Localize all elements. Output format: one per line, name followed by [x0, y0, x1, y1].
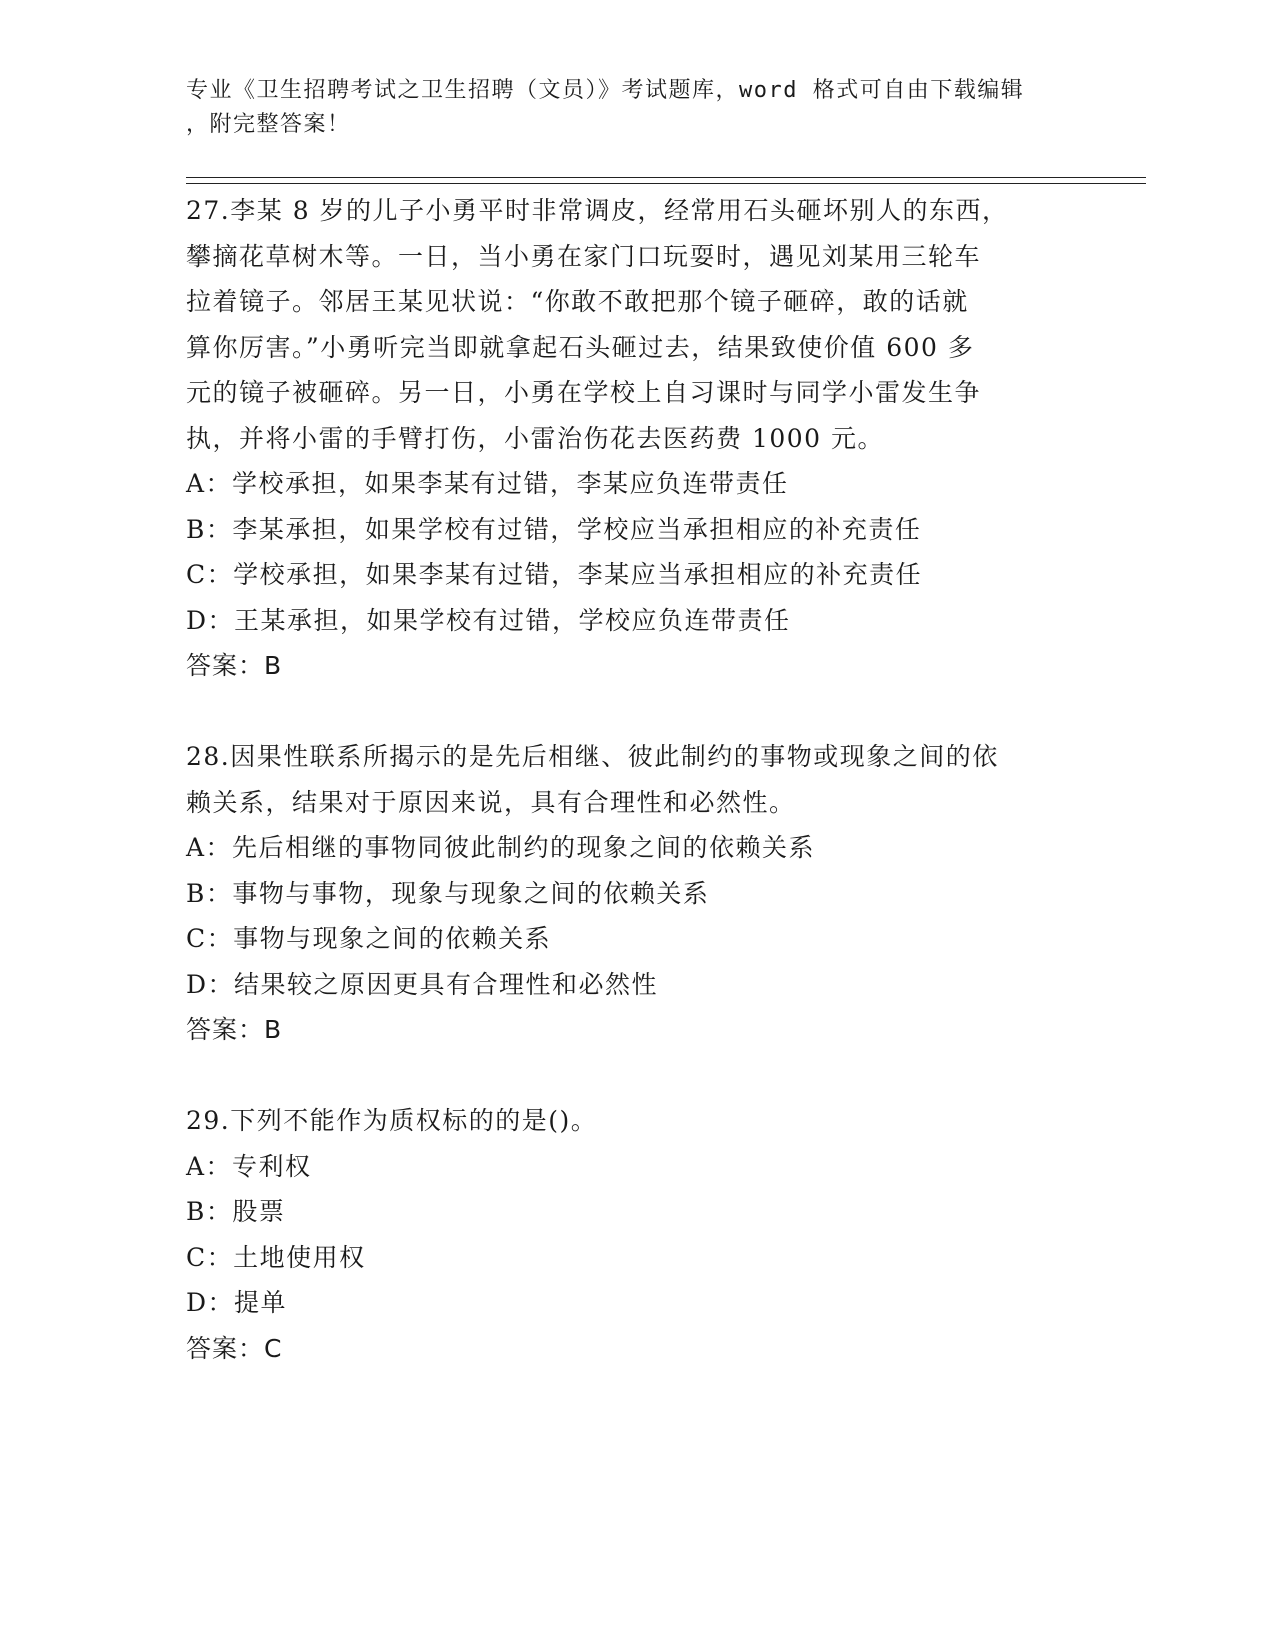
question-stem-line: 执，并将小雷的手臂打伤，小雷治伤花去医药费 1000 元。: [186, 423, 885, 453]
answer-line: 答案：C: [186, 1333, 283, 1363]
header-line-2: ，附完整答案！: [186, 112, 351, 137]
question-spacer: [186, 689, 1066, 735]
header-divider-bottom: [186, 183, 1146, 184]
question-stem-line: 27.李某 8 岁的儿子小勇平时非常调皮，经常用石头砸坏别人的东西，: [186, 196, 1009, 225]
option-d: D：提单: [186, 1288, 288, 1317]
header-divider-top: [186, 177, 1146, 178]
question-block-27: [186, 188, 1066, 689]
question-stem-line: 攀摘花草树木等。一日，当小勇在家门口玩耍时，遇见刘某用三轮车: [186, 241, 982, 271]
question-block-28: [186, 734, 1066, 1053]
question-stem-line: 算你厉害。”小勇听完当即就拿起石头砸过去，结果致使价值 600 多: [186, 332, 975, 362]
question-spacer: [186, 1053, 1066, 1099]
header-line-1: 专业《卫生招聘考试之卫生招聘（文员）》考试题库，word 格式可自由下载编辑: [186, 78, 1025, 103]
answer-line: 答案：B: [186, 651, 283, 680]
option-b: B：股票: [186, 1197, 286, 1226]
question-stem-line: 元的镜子被砸碎。另一日，小勇在学校上自习课时与同学小雷发生争: [186, 378, 982, 407]
option-d: D：王某承担，如果学校有过错，学校应负连带责任: [186, 605, 791, 635]
answer-line: 答案：B: [186, 1015, 283, 1044]
question-block-29: [186, 1098, 1066, 1371]
option-c: C：土地使用权: [186, 1242, 366, 1272]
option-c: C：学校承担，如果李某有过错，李某应当承担相应的补充责任: [186, 560, 923, 589]
option-c: C：事物与现象之间的依赖关系: [186, 924, 552, 953]
option-a: A：专利权: [186, 1151, 312, 1181]
question-stem-line: 赖关系，结果对于原因来说，具有合理性和必然性。: [186, 787, 796, 817]
question-stem-line: 28.因果性联系所揭示的是先后相继、彼此制约的事物或现象之间的依: [186, 742, 999, 771]
option-b: B：事物与事物，现象与现象之间的依赖关系: [186, 878, 710, 908]
option-b: B：李某承担，如果学校有过错，学校应当承担相应的补充责任: [186, 514, 922, 544]
question-stem-line: 拉着镜子。邻居王某见状说：“你敢不敢把那个镜子砸碎，敢的话就: [186, 287, 969, 316]
question-stem-line: 29.下列不能作为质权标的的是()。: [186, 1106, 598, 1135]
question-list: [186, 188, 1066, 1371]
option-d: D：结果较之原因更具有合理性和必然性: [186, 969, 659, 999]
option-a: A：先后相继的事物同彼此制约的现象之间的依赖关系: [186, 833, 816, 862]
document-header: [186, 74, 1066, 142]
option-a: A：学校承担，如果李某有过错，李某应负连带责任: [186, 469, 789, 498]
